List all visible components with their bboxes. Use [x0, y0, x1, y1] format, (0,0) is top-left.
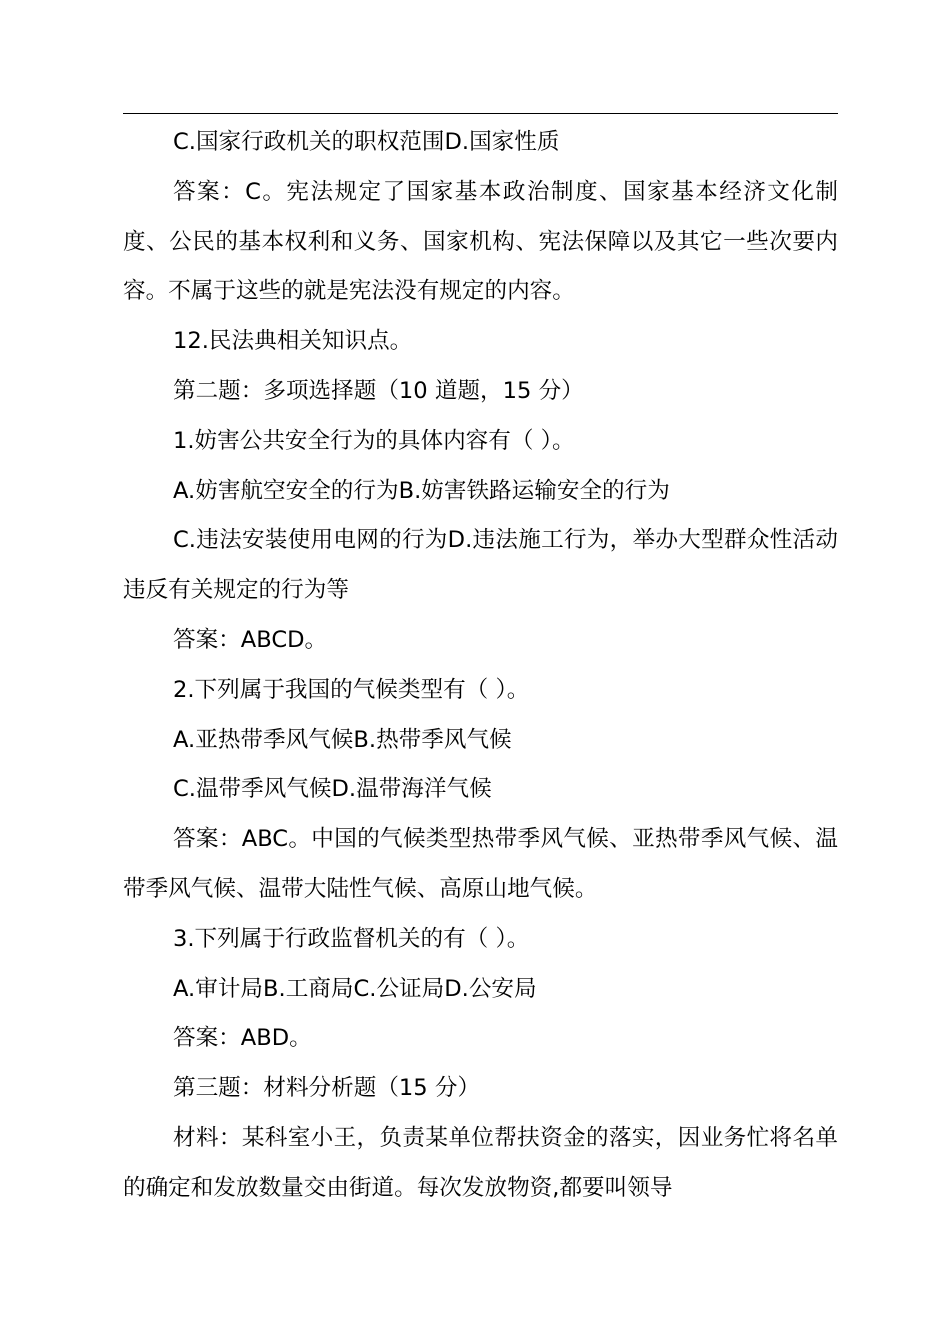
option-text: D.违法施工行为，举办大型群众性活动违反有关规定的行为等 [123, 527, 838, 604]
option-text: A.审计局 [173, 975, 264, 1002]
option-text: C.温带季风气候 [173, 776, 332, 803]
paragraph: 答案：C。宪法规定了国家基本政治制度、国家基本经济文化制度、公民的基本权利和义务、国家机构、宪法保障以及其它一些次要内容。不属于这些的就是宪法没有规定的内容。 [123, 178, 838, 305]
paragraph: 第三题：材料分析题（15 分） [173, 1075, 481, 1102]
option-line [123, 765, 838, 815]
paragraph: 答案：ABD。 [173, 1025, 312, 1052]
option-line [123, 716, 838, 766]
paragraph: 3.下列属于行政监督机关的有（ ）。 [173, 925, 530, 952]
paragraph: 2.下列属于我国的气候类型有（ ）。 [173, 676, 530, 703]
paragraph: 第二题：多项选择题（10 道题，15 分） [173, 377, 584, 404]
option-text: A.亚热带季风气候 [173, 726, 354, 753]
option-text: C.违法安装使用电网的行为 [173, 527, 448, 554]
option-text: D.公安局 [444, 975, 537, 1002]
paragraph: 12.民法典相关知识点。 [173, 328, 413, 355]
option-text: B.热带季风气候 [353, 726, 512, 753]
paragraph: 材料：某科室小王，负责某单位帮扶资金的落实，因业务忙将名单的确定和发放数量交由街道。每次发放物资,都要叫领导 [123, 1124, 838, 1201]
header-rule [123, 113, 838, 114]
option-line [123, 118, 838, 168]
paragraph: 答案：ABC。中国的气候类型热带季风气候、亚热带季风气候、温带季风气候、温带大陆性气候、高原山地气候。 [123, 826, 838, 902]
paragraph: 1.妨害公共安全行为的具体内容有（ ）。 [173, 427, 575, 454]
option-text: D.国家性质 [444, 129, 560, 155]
option-line [123, 467, 838, 517]
document-body [123, 118, 838, 1214]
option-text: C.公证局 [353, 975, 445, 1002]
option-text: C.国家行政机关的职权范围 [173, 129, 445, 155]
option-text: A.妨害航空安全的行为 [173, 477, 399, 504]
option-text: B.妨害铁路运输安全的行为 [398, 477, 670, 504]
option-text: B.工商局 [263, 975, 354, 1002]
option-text: D.温带海洋气候 [331, 776, 492, 803]
option-line [123, 965, 838, 1015]
paragraph: 答案：ABCD。 [173, 626, 328, 653]
option-line [123, 516, 838, 616]
